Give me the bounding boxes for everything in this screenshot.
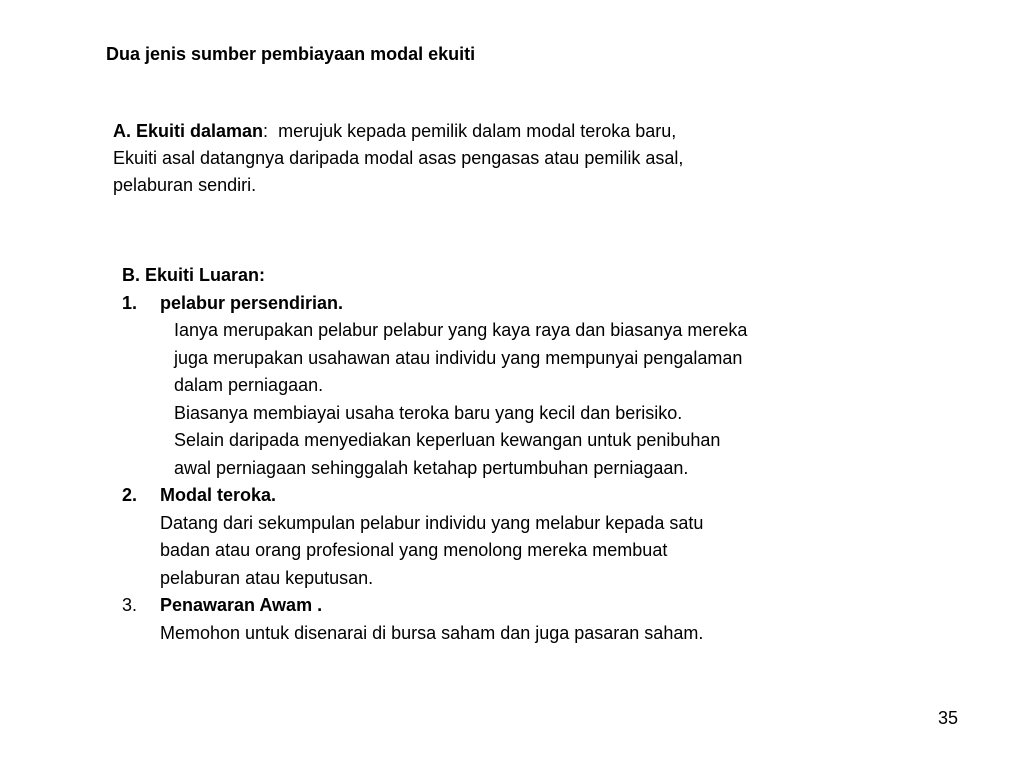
list-item-3-head: [122, 592, 922, 620]
list-item-1-head: [122, 290, 922, 318]
list-item-1-line: juga merupakan usahawan atau individu yang mempunyai pengalaman: [174, 347, 743, 368]
list-item-1-line: awal perniagaan sehinggalah ketahap pertumbuhan perniagaan.: [174, 457, 689, 478]
section-a-heading: A. Ekuiti dalaman: [113, 121, 264, 141]
list-item-3: [122, 592, 922, 647]
slide-title: Dua jenis sumber pembiayaan modal ekuiti: [106, 44, 476, 64]
list-item-2-line: Datang dari sekumpulan pelabur individu yang melabur kepada satu: [160, 512, 704, 533]
list-item-2-number: 2.: [122, 485, 138, 505]
list-item-3-title: Penawaran Awam .: [160, 595, 323, 615]
list-item-2-line: badan atau orang profesional yang menolong mereka membuat: [160, 540, 668, 560]
list-item-2-title: Modal teroka.: [160, 485, 277, 505]
section-a-line-3: pelaburan sendiri.: [113, 175, 257, 195]
list-item-2-head: [122, 482, 922, 510]
list-item-2: [122, 482, 922, 592]
page-number: 35: [938, 708, 959, 728]
list-item-1-number: 1.: [122, 292, 138, 313]
section-a-first-line: [113, 118, 873, 145]
section-a-colon: :: [263, 121, 269, 141]
section-b-external-equity: [122, 262, 922, 647]
section-a-line-1: merujuk kepada pemilik dalam modal teroka baru,: [278, 121, 677, 141]
list-item-1: [122, 290, 922, 483]
list-item-2-line: pelaburan atau keputusan.: [160, 567, 374, 588]
section-a-internal-equity: [113, 118, 873, 199]
list-item-1-line: Selain daripada menyediakan keperluan kewangan untuk penibuhan: [174, 430, 721, 450]
list-item-1-line: Biasanya membiayai usaha teroka baru yang kecil dan berisiko.: [174, 402, 683, 423]
section-b-heading: B. Ekuiti Luaran:: [122, 265, 266, 285]
section-a-line-2: Ekuiti asal datangnya daripada modal asas pengasas atau pemilik asal,: [113, 148, 684, 168]
list-item-3-line: Memohon untuk disenarai di bursa saham dan juga pasaran saham.: [160, 622, 704, 643]
list-item-1-line: Ianya merupakan pelabur pelabur yang kaya raya dan biasanya mereka: [174, 320, 748, 340]
list-item-1-title: pelabur persendirian.: [160, 292, 344, 313]
list-item-3-number: 3.: [122, 595, 138, 615]
list-item-1-line: dalam perniagaan.: [174, 375, 324, 395]
